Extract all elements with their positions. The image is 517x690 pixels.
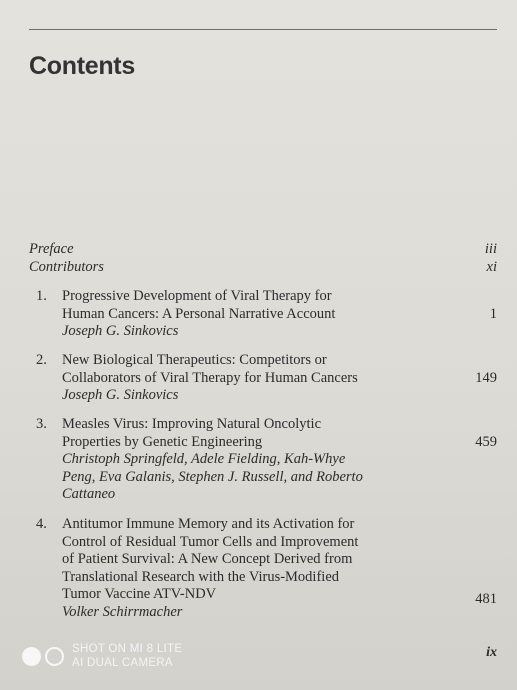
top-rule [29,29,497,30]
entry-number: 1. [36,288,47,304]
entry-title-line: Measles Virus: Improving Natural Oncolytic [62,416,322,432]
entry-title-line: New Biological Therapeutics: Competitors or [62,352,327,368]
toc-entry-1[interactable] [29,288,497,341]
entry-title-line: Properties by Genetic Engineering [62,433,263,450]
entry-authors: Christoph Springfeld, Adele Fielding, Kah-Whye [62,451,346,467]
entry-page: 1 [489,305,497,322]
watermark-line: AI DUAL CAMERA [72,657,173,669]
front-matter-page: xi [486,259,497,275]
toc-entry-3[interactable] [29,416,497,504]
entry-authors: Joseph G. Sinkovics [62,387,179,403]
watermark-dot-icon [22,647,41,666]
entry-authors: Peng, Eva Galanis, Stephen J. Russell, and Roberto [62,468,363,485]
front-matter-preface[interactable] [29,241,497,258]
entry-page: 481 [475,591,497,607]
front-matter-page: iii [484,241,497,257]
entry-authors: Volker Schirrmacher [62,603,183,620]
page-number: ix [486,645,497,660]
entry-title-line: Collaborators of Viral Therapy for Human Cancers [62,369,358,386]
watermark-ring-icon [45,647,64,666]
front-matter-contributors[interactable] [29,259,497,276]
page-title: Contents [29,52,135,80]
entry-number: 3. [36,416,47,432]
entry-title-line: Antitumor Immune Memory and its Activation for [62,516,355,532]
camera-watermark [22,642,182,670]
entry-title-line: Tumor Vaccine ATV-NDV [62,586,217,602]
watermark-line: SHOT ON MI 8 LITE [72,643,183,655]
entry-number: 4. [36,516,47,532]
entry-title-line: Human Cancers: A Personal Narrative Account [62,305,336,322]
entry-title-line: Control of Residual Tumor Cells and Improvement [62,533,359,550]
front-matter-label: Contributors [29,259,104,275]
entry-page: 459 [475,433,497,450]
entry-title-line: Translational Research with the Virus-Modified [62,568,340,585]
front-matter-label: Preface [29,241,74,257]
entry-page: 149 [475,369,497,386]
entry-authors: Cattaneo [62,486,116,502]
toc-entry-2[interactable] [29,352,497,405]
entry-authors: Joseph G. Sinkovics [62,323,179,339]
entry-number: 2. [36,352,47,368]
entry-title-line: Progressive Development of Viral Therapy for [62,288,332,304]
entry-title-line: of Patient Survival: A New Concept Derived from [62,551,353,567]
toc-entry-4[interactable] [29,516,497,621]
